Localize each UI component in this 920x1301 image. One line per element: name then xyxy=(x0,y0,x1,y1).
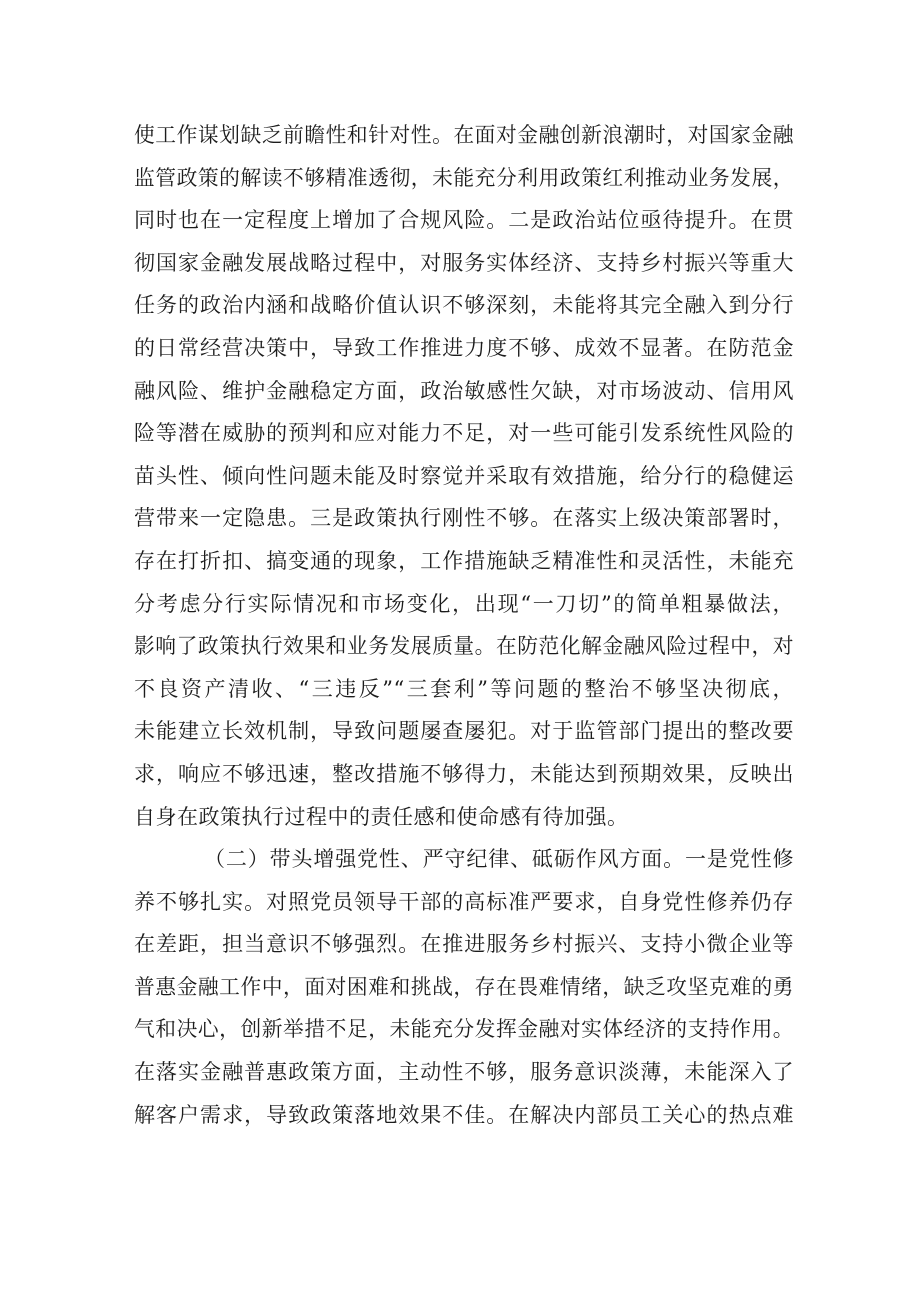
text-line: 在落实金融普惠政策方面，主动性不够，服务意识淡薄，未能深入了 xyxy=(134,1060,794,1085)
paragraph-1 xyxy=(134,114,794,838)
text-line: 融风险、维护金融稳定方面，政治敏感性欠缺，对市场波动、信用风 xyxy=(134,378,794,403)
text-line: 存在打折扣、搞变通的现象，工作措施缺乏精准性和灵活性，未能充 xyxy=(134,548,794,573)
text-line: 养不够扎实。对照党员领导干部的高标准严要求，自身党性修养仍存 xyxy=(134,889,794,914)
text-line: 使工作谋划缺乏前瞻性和针对性。在面对金融创新浪潮时，对国家金融 xyxy=(134,123,794,147)
text-line: 解客户需求，导致政策落地效果不佳。在解决内部员工关心的热点难 xyxy=(134,1102,794,1127)
text-line: 同时也在一定程度上增加了合规风险。二是政治站位亟待提升。在贯 xyxy=(134,208,794,233)
text-line: 不良资产清收、“三违反”“三套利”等问题的整治不够坚决彻底， xyxy=(134,676,794,701)
text-line: 任务的政治内涵和战略价值认识不够深刻，未能将其完全融入到分行 xyxy=(134,293,794,318)
text-line: 分考虑分行实际情况和市场变化，出现“一刀切”的简单粗暴做法， xyxy=(134,591,794,616)
paragraph-2 xyxy=(134,838,794,1136)
document-body xyxy=(134,114,794,1136)
text-line: 自身在政策执行过程中的责任感和使命感有待加强。 xyxy=(134,804,629,829)
text-line: 求，响应不够迅速，整改措施不够得力，未能达到预期效果，反映出 xyxy=(134,761,794,786)
text-line: （二）带头增强党性、严守纪律、砥砺作风方面。一是党性修 xyxy=(204,847,794,872)
text-line: 的日常经营决策中，导致工作推进力度不够、成效不显著。在防范金 xyxy=(134,335,794,360)
text-line: 营带来一定隐患。三是政策执行刚性不够。在落实上级决策部署时， xyxy=(134,506,794,531)
text-line: 气和决心，创新举措不足，未能充分发挥金融对实体经济的支持作用。 xyxy=(134,1017,794,1042)
text-line: 彻国家金融发展战略过程中，对服务实体经济、支持乡村振兴等重大 xyxy=(134,250,794,275)
text-line: 影响了政策执行效果和业务发展质量。在防范化解金融风险过程中，对 xyxy=(134,634,794,659)
text-line: 在差距，担当意识不够强烈。在推进服务乡村振兴、支持小微企业等 xyxy=(134,932,794,957)
text-line: 苗头性、倾向性问题未能及时察觉并采取有效措施，给分行的稳健运 xyxy=(134,463,794,488)
text-line: 未能建立长效机制，导致问题屡查屡犯。对于监管部门提出的整改要 xyxy=(134,719,794,744)
text-line: 监管政策的解读不够精准透彻，未能充分利用政策红利推动业务发展， xyxy=(134,165,794,190)
text-line: 险等潜在威胁的预判和应对能力不足，对一些可能引发系统性风险的 xyxy=(134,421,794,446)
text-line: 普惠金融工作中，面对困难和挑战，存在畏难情绪，缺乏攻坚克难的勇 xyxy=(134,974,794,999)
